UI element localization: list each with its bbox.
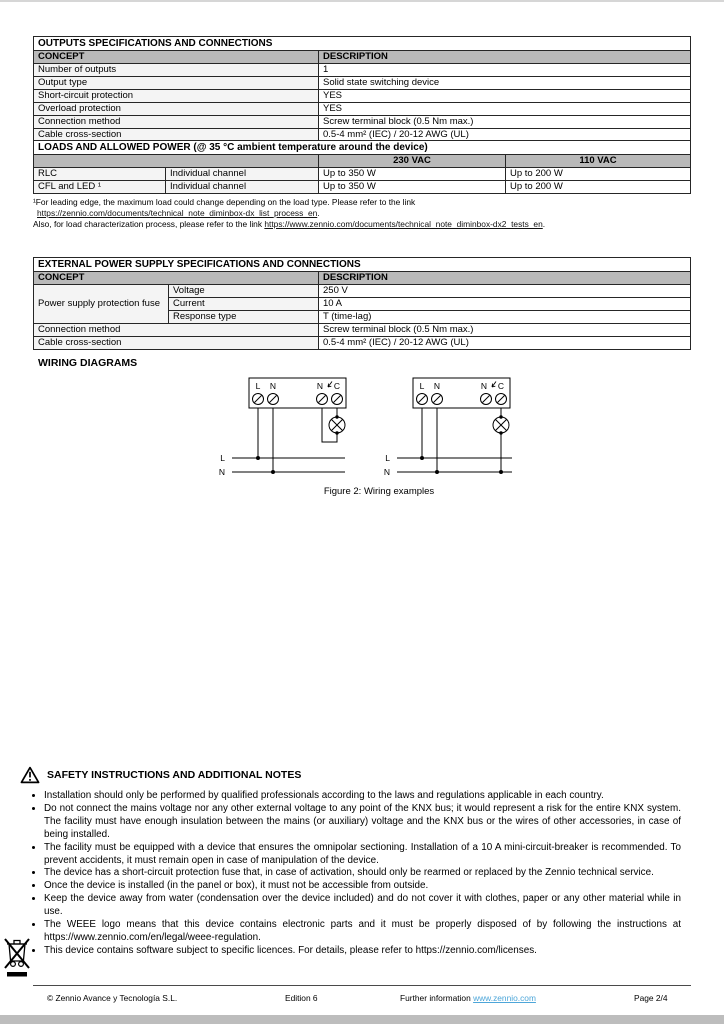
bus-label-l: L [385, 453, 390, 463]
table-row [34, 77, 691, 90]
screw-terminal-icon [253, 394, 343, 405]
description-cell: Screw terminal block (0.5 Nm max.) [319, 116, 691, 129]
description-cell: T (time-lag) [319, 311, 691, 324]
concept-cell: Cable cross-section [34, 129, 319, 142]
wiring-diagram-1 [219, 378, 346, 477]
phase-cut-arrow-icon [492, 382, 496, 388]
page-edge-top [0, 0, 724, 2]
table-row [34, 168, 691, 181]
loads-header-230vac: 230 VAC [319, 155, 506, 168]
footnote-line-1 [33, 197, 693, 208]
description-cell: YES [319, 90, 691, 103]
junction-dot [420, 456, 424, 460]
lamp-icon [493, 415, 509, 434]
concept-cell: Overload protection [34, 103, 319, 116]
description-cell: 1 [319, 64, 691, 77]
load-type-cell: RLC [34, 168, 166, 181]
terminal-label-out-n: N [480, 381, 488, 391]
loads-header-110vac: 110 VAC [506, 155, 691, 168]
table-title-row [34, 141, 691, 155]
footer-further-info [400, 993, 536, 1003]
junction-dot [499, 470, 503, 474]
description-cell: Solid state switching device [319, 77, 691, 90]
footnote-text: Also, for load characterization process, please refer to the link [33, 218, 265, 229]
concept-cell: Short-circuit protection [34, 90, 319, 103]
junction-dot [271, 470, 275, 474]
lamp-icon [329, 415, 345, 434]
table-row [34, 90, 691, 103]
table-row [34, 116, 691, 129]
parameter-cell: Voltage [169, 285, 319, 298]
safety-heading-row [20, 766, 693, 784]
description-cell: 10 A [319, 298, 691, 311]
parameter-cell: Current [169, 298, 319, 311]
page-edge-bottom [0, 1015, 724, 1024]
power-110-cell: Up to 200 W [506, 181, 691, 194]
safety-bullet-list [20, 790, 693, 958]
power-header-concept: CONCEPT [34, 272, 319, 285]
footnote-period: . [542, 218, 546, 229]
footer-page-number: Page 2/4 [634, 993, 668, 1003]
wiring-diagram-2 [384, 378, 512, 477]
power-table-title: EXTERNAL POWER SUPPLY SPECIFICATIONS AND CONNECTIONS [34, 258, 691, 272]
loads-header-empty [34, 155, 319, 168]
table-header-row [34, 51, 691, 64]
concept-cell: Connection method [34, 116, 319, 129]
safety-bullet: • The facility must be equipped with a device that ensures the omnipolar sectioning. Installation of a 10 A mini-circuit-breaker is recommended. To prevent accidents, it must remain open in case of manipulation of the device. [44, 842, 681, 868]
weee-bin-icon [3, 931, 31, 979]
footnote-link-1[interactable]: https://zennio.com/documents/technical_note_diminbox-dx_list_process_en [37, 207, 318, 218]
bus-label-l: L [220, 453, 225, 463]
table-title-row [34, 258, 691, 272]
wiring-diagram-figure [33, 372, 691, 482]
loads-power-table [33, 140, 691, 194]
channel-cell: Individual channel [166, 181, 319, 194]
outputs-header-description: DESCRIPTION [319, 51, 691, 64]
table-header-row [34, 272, 691, 285]
mains-wires [422, 408, 437, 472]
terminal-label-l: L [255, 381, 261, 391]
power-230-cell: Up to 350 W [319, 168, 506, 181]
footer-edition: Edition 6 [285, 993, 318, 1003]
outputs-table-title: OUTPUTS SPECIFICATIONS AND CONNECTIONS [34, 37, 691, 51]
safety-bullet: • Do not connect the mains voltage nor any other external voltage to any point of the KNX bus; it would represent a risk for the entire KNX system. The facility must have enough insulation between the mains (or auxiliary) voltage and the KNX bus or the wires of other accessories, in case of being installed. [44, 803, 681, 842]
fuse-label-cell: Power supply protection fuse [34, 285, 169, 324]
description-cell: Screw terminal block (0.5 Nm max.) [319, 324, 691, 337]
figure-caption: Figure 2: Wiring examples [323, 486, 435, 497]
description-cell: 250 V [319, 285, 691, 298]
safety-bullet: • Keep the device away from water (condensation over the device included) and do not cover it with clothes, paper or any other material while in use. [44, 893, 681, 919]
safety-bullet: • The WEEE logo means that this device contains electronic parts and it must be properly disposed of by following the instructions at https://www.zennio.com/en/legal/weee-regulation. [44, 919, 681, 945]
concept-cell: Cable cross-section [34, 337, 319, 350]
table-title-row [34, 37, 691, 51]
loads-footnote [33, 197, 693, 230]
footer-further-label: Further information [400, 993, 474, 1003]
description-cell: 0.5-4 mm² (IEC) / 20-12 AWG (UL) [319, 337, 691, 350]
power-110-cell: Up to 200 W [506, 168, 691, 181]
footer-website-link[interactable]: www.zennio.com [473, 993, 536, 1003]
description-cell: YES [319, 103, 691, 116]
power-header-description: DESCRIPTION [319, 272, 691, 285]
bus-label-n: N [383, 467, 390, 477]
power-supply-table [33, 257, 691, 350]
load-type-cell: CFL and LED ¹ [34, 181, 166, 194]
bus-label-n: N [218, 467, 225, 477]
table-row [34, 285, 691, 298]
footnote-line-3 [33, 219, 693, 230]
concept-cell: Number of outputs [34, 64, 319, 77]
table-row [34, 337, 691, 350]
channel-cell: Individual channel [166, 168, 319, 181]
phase-cut-arrow-icon [328, 382, 332, 388]
concept-cell: Connection method [34, 324, 319, 337]
terminal-label-n: N [269, 381, 277, 391]
table-row [34, 324, 691, 337]
junction-dot [256, 456, 260, 460]
wiring-diagrams-heading: WIRING DIAGRAMS [38, 357, 138, 369]
safety-section [20, 766, 693, 958]
footer-copyright: © Zennio Avance y Tecnología S.L. [47, 993, 178, 1003]
terminal-label-n: N [433, 381, 441, 391]
safety-bullet: • Once the device is installed (in the panel or box), it must not be accessible from outside. [44, 880, 681, 893]
concept-cell: Output type [34, 77, 319, 90]
parameter-cell: Response type [169, 311, 319, 324]
junction-dot [435, 470, 439, 474]
footnote-period: . [317, 207, 320, 218]
terminal-label-out-n: N [316, 381, 324, 391]
safety-bullet: • This device contains software subject to specific licences. For details, please refer to https://zennio.com/licenses. [44, 945, 681, 958]
terminal-label-l: L [419, 381, 425, 391]
footnote-text: ¹For leading edge, the maximum load could change depending on the load type. Please refer to the link [33, 197, 416, 207]
safety-bullet: • Installation should only be performed by qualified professionals according to the laws and regulations applicable in each country. [44, 790, 681, 803]
page-footer [33, 985, 691, 1008]
description-cell: 0.5-4 mm² (IEC) / 20-12 AWG (UL) [319, 129, 691, 142]
safety-bullet: • The device has a short-circuit protection fuse that, in case of activation, should only be rearmed or replaced by the Zennio technical service. [44, 867, 681, 880]
table-header-row [34, 155, 691, 168]
power-230-cell: Up to 350 W [319, 181, 506, 194]
screw-terminal-icon [417, 394, 507, 405]
warning-triangle-icon [20, 766, 40, 784]
terminal-label-out-c: C [333, 381, 341, 391]
mains-wires [258, 408, 273, 472]
safety-heading: SAFETY INSTRUCTIONS AND ADDITIONAL NOTES [47, 769, 302, 781]
footnote-line-2 [33, 208, 693, 219]
footnote-link-2[interactable]: https://www.zennio.com/documents/technical_note_diminbox-dx2_tests_en [264, 218, 543, 229]
outputs-specs-table [33, 36, 691, 142]
table-row [34, 181, 691, 194]
table-row [34, 103, 691, 116]
terminal-label-out-c: C [497, 381, 505, 391]
table-row [34, 64, 691, 77]
loads-table-title: LOADS AND ALLOWED POWER (@ 35 °C ambient temperature around the device) [34, 141, 691, 155]
outputs-header-concept: CONCEPT [34, 51, 319, 64]
